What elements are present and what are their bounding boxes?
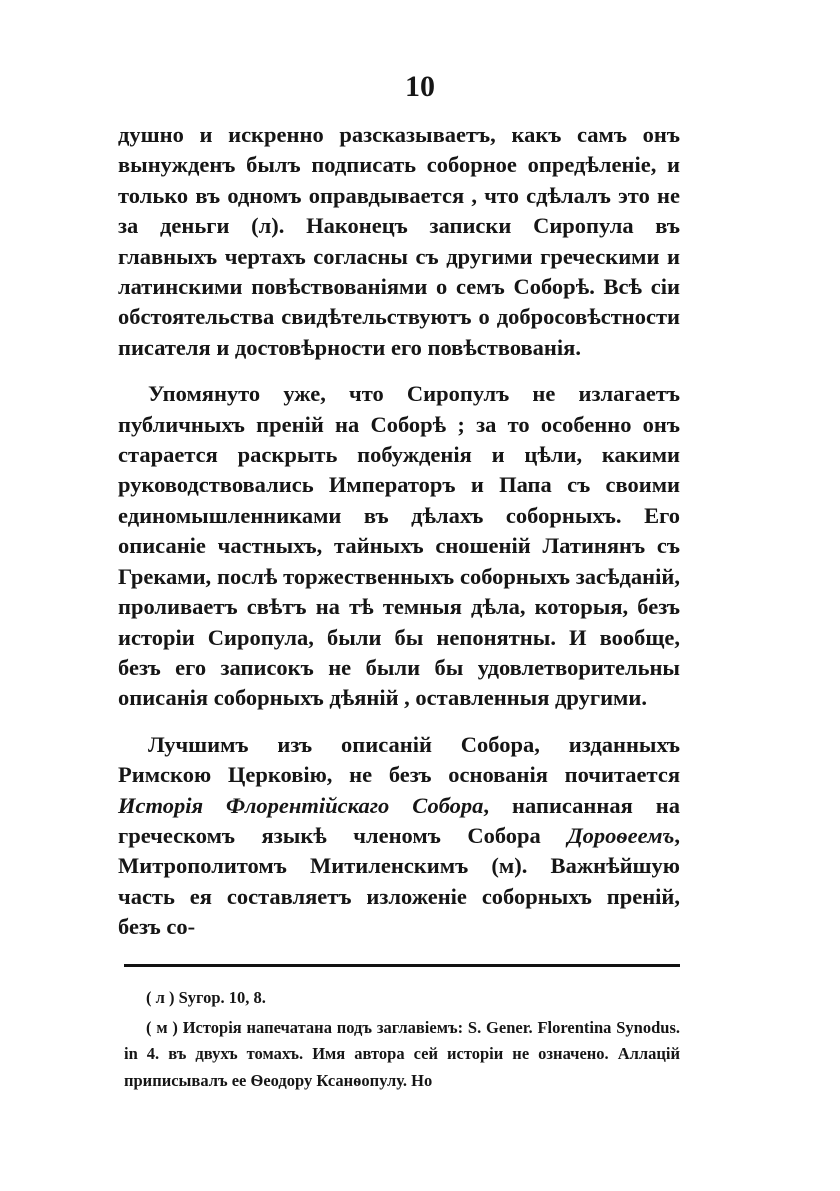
paragraph-3 — [118, 730, 680, 943]
paragraph-3-text-c: , Митрополитомъ Митиленскимъ (м). Важнѣйшую часть ея составляетъ изложеніе соборныхъ преній, безъ со- — [118, 822, 680, 940]
footnote-m: ( м ) Исторія напечатана подъ заглавіемъ: S. Gener. Florentina Synodus. in 4. въ двухъ томахъ. Имя автора сей исторіи не означено. Аллацій приписывалъ ее Ѳеодору Ксанѳопулу. Но — [124, 1017, 680, 1090]
paragraph-3-text-a: Лучшимъ изъ описаній Собора, изданныхъ Римскою Церковію, не безъ основанія почитается — [118, 731, 680, 788]
footnote-l: ( л ) Sугор. 10, 8. — [146, 988, 266, 1007]
page-number: 10 — [405, 70, 435, 103]
footnotes — [124, 985, 680, 1094]
author-name-italic: Дороѳеемъ — [567, 822, 675, 848]
body-text — [118, 120, 680, 943]
footnote-rule — [124, 964, 680, 967]
paragraph-1: душно и искренно разсказываетъ, какъ самъ онъ вынужденъ былъ подписать соборное опредѣленіе, и только въ одномъ оправдывается , что сдѣлалъ это не за деньги (л). Наконецъ записки Сиропула въ главныхъ чертахъ согласны съ другими греческими и латинскими повѣствованіями о семъ Соборѣ. Всѣ сіи обстоятельства свидѣтельствуютъ о добросовѣстности писателя и достовѣрности его повѣствованія. — [118, 122, 680, 360]
book-title-italic: Исторія Флорентійскаго Собора — [118, 792, 484, 818]
paragraph-2: Упомянуто уже, что Сиропулъ не излагаетъ публичныхъ преній на Соборѣ ; за то особенно онъ старается раскрыть побужденія и цѣли, какими руководствовались Императоръ и Папа съ своими единомышленниками въ дѣлахъ соборныхъ. Его описаніе частныхъ, тайныхъ сношеній Латинянъ съ Греками, послѣ торжественныхъ соборныхъ засѣданій, проливаетъ свѣтъ на тѣ темныя дѣла, которыя, безъ исторіи Сиропула, были бы непонятны. И вообще, безъ его записокъ не были бы удовлетворительны описанія соборныхъ дѣяній , оставленныя другими. — [118, 381, 680, 711]
paragraph-3-text-b: , написанная на греческомъ языкѣ членомъ Собора — [118, 792, 681, 848]
